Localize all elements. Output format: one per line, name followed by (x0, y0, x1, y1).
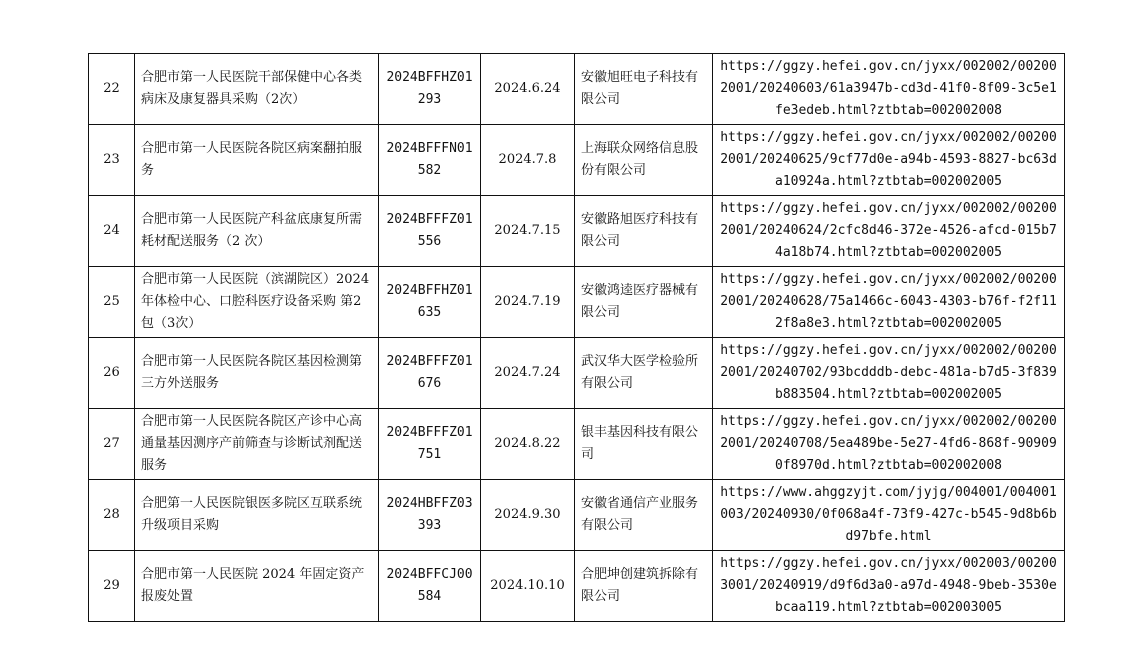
table-row (89, 480, 1065, 551)
row-number: 29 (89, 551, 135, 622)
row-number: 28 (89, 480, 135, 551)
project-name: 合肥市第一人民医院各院区病案翻拍服务 (135, 125, 379, 196)
project-name: 合肥第一人民医院银医多院区互联系统升级项目采购 (135, 480, 379, 551)
announcement-url[interactable]: https://ggzy.hefei.gov.cn/jyxx/002002/002002001/20240625/9cf77d0e-a94b-4593-8827-bc63da10924a.html?ztbtab=002002005 (713, 125, 1065, 196)
table-row (89, 54, 1065, 125)
procurement-table (88, 53, 1065, 622)
announcement-url[interactable]: https://www.ahggzyjt.com/jyjg/004001/004001003/20240930/0f068a4f-73f9-427c-b545-9d8b6bd97bfe.html (713, 480, 1065, 551)
vendor-name: 安徽省通信产业服务有限公司 (575, 480, 713, 551)
project-name: 合肥市第一人民医院各院区基因检测第三方外送服务 (135, 338, 379, 409)
project-code: 2024BFFCJ00584 (379, 551, 481, 622)
project-name: 合肥市第一人民医院干部保健中心各类病床及康复器具采购（2次） (135, 54, 379, 125)
table-row (89, 196, 1065, 267)
vendor-name: 安徽旭旺电子科技有限公司 (575, 54, 713, 125)
row-number: 26 (89, 338, 135, 409)
vendor-name: 安徽路旭医疗科技有限公司 (575, 196, 713, 267)
vendor-name: 安徽鸿逵医疗器械有限公司 (575, 267, 713, 338)
row-number: 24 (89, 196, 135, 267)
table-row (89, 338, 1065, 409)
project-code: 2024BFFFZ01751 (379, 409, 481, 480)
project-name: 合肥市第一人民医院各院区产诊中心高通量基因测序产前筛查与诊断试剂配送服务 (135, 409, 379, 480)
row-number: 27 (89, 409, 135, 480)
award-date: 2024.7.24 (481, 338, 575, 409)
project-name: 合肥市第一人民医院（滨湖院区）2024年体检中心、口腔科医疗设备采购 第2包（3次） (135, 267, 379, 338)
project-code: 2024BFFFZ01676 (379, 338, 481, 409)
row-number: 22 (89, 54, 135, 125)
table-row (89, 551, 1065, 622)
announcement-url[interactable]: https://ggzy.hefei.gov.cn/jyxx/002003/002003001/20240919/d9f6d3a0-a97d-4948-9beb-3530ebcaa119.html?ztbtab=002003005 (713, 551, 1065, 622)
row-number: 25 (89, 267, 135, 338)
award-date: 2024.7.8 (481, 125, 575, 196)
announcement-url[interactable]: https://ggzy.hefei.gov.cn/jyxx/002002/002002001/20240702/93bcdddb-debc-481a-b7d5-3f839b883504.html?ztbtab=002002005 (713, 338, 1065, 409)
award-date: 2024.6.24 (481, 54, 575, 125)
row-number: 23 (89, 125, 135, 196)
table-row (89, 125, 1065, 196)
project-name: 合肥市第一人民医院 2024 年固定资产报废处置 (135, 551, 379, 622)
announcement-url[interactable]: https://ggzy.hefei.gov.cn/jyxx/002002/002002001/20240708/5ea489be-5e27-4fd6-868f-909090f8970d.html?ztbtab=002002008 (713, 409, 1065, 480)
project-code: 2024HBFFZ03393 (379, 480, 481, 551)
award-date: 2024.10.10 (481, 551, 575, 622)
project-code: 2024BFFHZ01635 (379, 267, 481, 338)
announcement-url[interactable]: https://ggzy.hefei.gov.cn/jyxx/002002/002002001/20240628/75a1466c-6043-4303-b76f-f2f112f8a8e3.html?ztbtab=002002005 (713, 267, 1065, 338)
vendor-name: 武汉华大医学检验所有限公司 (575, 338, 713, 409)
vendor-name: 银丰基因科技有限公司 (575, 409, 713, 480)
project-name: 合肥市第一人民医院产科盆底康复所需耗材配送服务（2 次） (135, 196, 379, 267)
award-date: 2024.8.22 (481, 409, 575, 480)
table-row (89, 267, 1065, 338)
award-date: 2024.9.30 (481, 480, 575, 551)
announcement-url[interactable]: https://ggzy.hefei.gov.cn/jyxx/002002/002002001/20240603/61a3947b-cd3d-41f0-8f09-3c5e1fe3edeb.html?ztbtab=002002008 (713, 54, 1065, 125)
table-row (89, 409, 1065, 480)
project-code: 2024BFFFN01582 (379, 125, 481, 196)
announcement-url[interactable]: https://ggzy.hefei.gov.cn/jyxx/002002/002002001/20240624/2cfc8d46-372e-4526-afcd-015b74a18b74.html?ztbtab=002002005 (713, 196, 1065, 267)
project-code: 2024BFFHZ01293 (379, 54, 481, 125)
project-code: 2024BFFFZ01556 (379, 196, 481, 267)
award-date: 2024.7.19 (481, 267, 575, 338)
vendor-name: 合肥坤创建筑拆除有限公司 (575, 551, 713, 622)
award-date: 2024.7.15 (481, 196, 575, 267)
vendor-name: 上海联众网络信息股份有限公司 (575, 125, 713, 196)
